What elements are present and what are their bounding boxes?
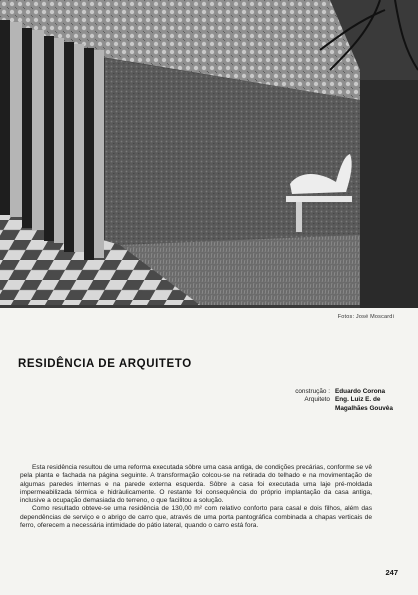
body-paragraph-1: Esta residência resultou de uma reforma executada sôbre uma casa antiga, de condições precárias, conforme se vê pela planta e fachada na página seguinte. A transformação colcou-se na retirada do telhado e na movimentação de algumas paredes internas e na parede externa esquerda. Sôbre a casa foi executada uma laje pré-moldada impermeabilizada térmica e hidràulicamente. O restante foi consequência do próprio implantação da casa antiga, inclusive a ocupação demasiada do terreno, o que facilitou a solução. [20, 464, 372, 505]
credit-value: Eng. Luiz E. de [335, 396, 381, 404]
article-title: RESIDÊNCIA DE ARQUITETO [18, 358, 192, 370]
credit-row-architect-cont [270, 405, 410, 413]
credit-value: Magalhães Gouvêa [335, 404, 393, 412]
project-credits [270, 388, 410, 413]
credit-value: Eduardo Corona [335, 388, 386, 395]
credit-label: Arquiteto [304, 396, 330, 404]
article-body [20, 464, 372, 530]
credit-label [270, 405, 335, 413]
credit-row-architect [270, 396, 410, 404]
body-paragraph-2: Como resultado obteve-se uma residência de 130,00 m² com relativo conforto para casal e dois filhos, além das dependências de serviço e o abrigo de carro que, através de uma porta pantográfica combinada a chapas verticais de ferro, oferecem a necessária intimidade do pátio lateral, quando o carro está fora. [20, 505, 372, 530]
page-number: 247 [385, 568, 398, 577]
photo-credit: Fotos: José Moscardi [337, 314, 394, 320]
credit-label: construção : [295, 388, 330, 395]
credit-row-construction [270, 388, 410, 396]
